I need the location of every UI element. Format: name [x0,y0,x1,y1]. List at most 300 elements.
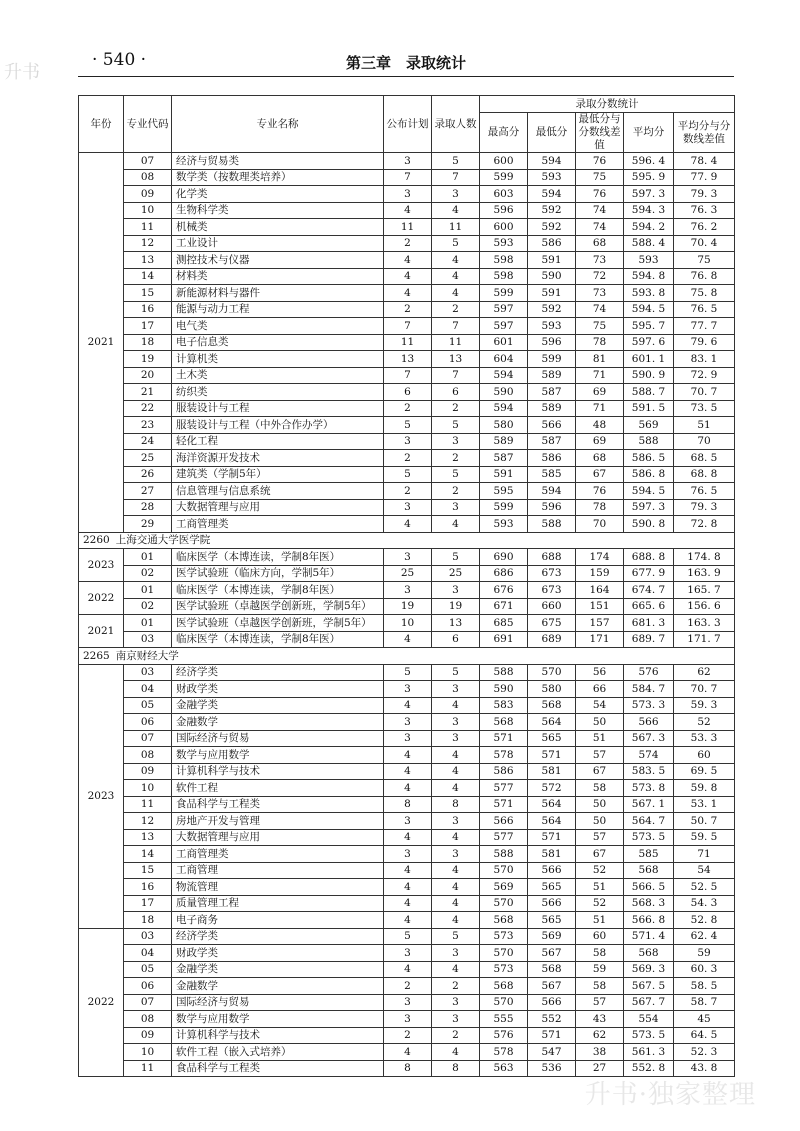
cell-avg: 665. 6 [624,598,674,615]
header-major-name: 专业名称 [172,96,384,153]
cell-avg: 552. 8 [624,1060,674,1077]
cell-min-diff: 71 [576,400,624,417]
cell-code: 27 [124,483,172,500]
cell-max: 568 [480,714,528,731]
cell-min: 594 [528,483,576,500]
cell-avg: 674. 7 [624,582,674,599]
cell-avg-diff: 58. 7 [674,994,735,1011]
cell-min: 587 [528,433,576,450]
cell-avg: 597. 6 [624,334,674,351]
cell-admitted: 3 [432,714,480,731]
cell-plan: 3 [384,186,432,203]
cell-avg-diff: 59. 3 [674,697,735,714]
cell-avg: 597. 3 [624,186,674,203]
cell-plan: 2 [384,978,432,995]
cell-max: 599 [480,169,528,186]
cell-avg: 567. 5 [624,978,674,995]
table-row [79,483,735,500]
cell-admitted: 6 [432,384,480,401]
cell-code: 03 [124,664,172,681]
cell-min: 586 [528,450,576,467]
cell-min-diff: 54 [576,697,624,714]
cell-avg: 596. 4 [624,153,674,170]
cell-avg-diff: 51 [674,417,735,434]
cell-min-diff: 157 [576,615,624,632]
cell-code: 02 [124,598,172,615]
cell-min: 596 [528,334,576,351]
cell-min: 594 [528,186,576,203]
cell-admitted: 8 [432,1060,480,1077]
cell-max: 588 [480,846,528,863]
cell-admitted: 5 [432,417,480,434]
cell-min: 564 [528,714,576,731]
table-row [79,318,735,335]
cell-plan: 4 [384,252,432,269]
cell-min: 566 [528,895,576,912]
cell-min: 565 [528,912,576,929]
cell-admitted: 4 [432,697,480,714]
cell-max: 588 [480,664,528,681]
cell-avg-diff: 59. 5 [674,829,735,846]
table-row [79,334,735,351]
cell-code: 09 [124,186,172,203]
school-section-row [79,532,735,549]
cell-admitted: 4 [432,1044,480,1061]
cell-max: 690 [480,549,528,566]
cell-min-diff: 69 [576,384,624,401]
cell-min-diff: 76 [576,483,624,500]
table-row [79,235,735,252]
cell-avg-diff: 58. 5 [674,978,735,995]
school-code: 2265 [83,649,110,662]
cell-name: 物流管理 [172,879,384,896]
cell-code: 09 [124,763,172,780]
table-row [79,978,735,995]
table-row [79,615,735,632]
cell-name: 生物科学类 [172,202,384,219]
cell-min-diff: 57 [576,829,624,846]
cell-plan: 5 [384,417,432,434]
cell-admitted: 2 [432,400,480,417]
cell-min: 571 [528,829,576,846]
cell-plan: 10 [384,615,432,632]
cell-plan: 4 [384,697,432,714]
cell-admitted: 4 [432,252,480,269]
cell-avg-diff: 72. 8 [674,516,735,533]
cell-avg-diff: 50. 7 [674,813,735,830]
cell-min-diff: 70 [576,516,624,533]
cell-max: 566 [480,813,528,830]
cell-admitted: 2 [432,483,480,500]
cell-name: 新能源材料与器件 [172,285,384,302]
cell-code: 11 [124,796,172,813]
cell-avg-diff: 70. 7 [674,384,735,401]
cell-name: 计算机科学与技术 [172,1027,384,1044]
cell-code: 03 [124,631,172,648]
cell-avg-diff: 68. 5 [674,450,735,467]
cell-code: 01 [124,549,172,566]
cell-max: 599 [480,499,528,516]
cell-name: 食品科学与工程类 [172,796,384,813]
cell-max: 570 [480,895,528,912]
cell-name: 经济与贸易类 [172,153,384,170]
cell-code: 08 [124,169,172,186]
table-row [79,664,735,681]
cell-name: 房地产开发与管理 [172,813,384,830]
cell-admitted: 4 [432,829,480,846]
admission-table-container [78,95,734,1077]
cell-avg: 591. 5 [624,400,674,417]
header-score-group: 录取分数统计 [480,96,735,113]
cell-name: 纺织类 [172,384,384,401]
cell-min: 581 [528,846,576,863]
cell-avg: 573. 5 [624,1027,674,1044]
cell-min-diff: 74 [576,219,624,236]
cell-max: 573 [480,928,528,945]
cell-max: 568 [480,978,528,995]
table-row [79,565,735,582]
cell-avg-diff: 77. 7 [674,318,735,335]
cell-max: 691 [480,631,528,648]
cell-min-diff: 66 [576,681,624,698]
cell-plan: 2 [384,301,432,318]
cell-min-diff: 67 [576,846,624,863]
cell-min-diff: 58 [576,945,624,962]
cell-plan: 3 [384,499,432,516]
watermark-logo: 升书 [4,62,40,83]
cell-plan: 11 [384,219,432,236]
cell-plan: 4 [384,1044,432,1061]
cell-max: 600 [480,219,528,236]
cell-admitted: 6 [432,631,480,648]
cell-plan: 11 [384,334,432,351]
cell-min: 536 [528,1060,576,1077]
cell-min-diff: 62 [576,1027,624,1044]
cell-min: 564 [528,813,576,830]
table-row [79,829,735,846]
year-cell: 2021 [79,153,124,533]
cell-min: 673 [528,582,576,599]
cell-min: 688 [528,549,576,566]
cell-name: 计算机科学与技术 [172,763,384,780]
cell-avg: 569 [624,417,674,434]
cell-min: 569 [528,928,576,945]
cell-code: 08 [124,747,172,764]
table-row [79,367,735,384]
cell-avg: 588. 4 [624,235,674,252]
cell-min-diff: 81 [576,351,624,368]
cell-max: 594 [480,367,528,384]
cell-avg-diff: 52. 8 [674,912,735,929]
cell-code: 20 [124,367,172,384]
cell-plan: 4 [384,202,432,219]
table-row [79,895,735,912]
cell-code: 01 [124,615,172,632]
cell-min-diff: 38 [576,1044,624,1061]
cell-plan: 4 [384,747,432,764]
cell-admitted: 5 [432,549,480,566]
cell-plan: 4 [384,285,432,302]
cell-min: 673 [528,565,576,582]
cell-name: 软件工程（嵌入式培养） [172,1044,384,1061]
year-cell: 2021 [79,615,124,648]
cell-max: 578 [480,1044,528,1061]
cell-max: 563 [480,1060,528,1077]
cell-max: 590 [480,681,528,698]
cell-admitted: 7 [432,169,480,186]
cell-admitted: 13 [432,615,480,632]
cell-code: 19 [124,351,172,368]
cell-min: 570 [528,664,576,681]
cell-min: 689 [528,631,576,648]
cell-avg-diff: 75 [674,252,735,269]
cell-avg: 601. 1 [624,351,674,368]
cell-avg-diff: 76. 5 [674,483,735,500]
cell-plan: 4 [384,879,432,896]
cell-plan: 3 [384,549,432,566]
cell-min-diff: 71 [576,367,624,384]
cell-avg-diff: 70. 4 [674,235,735,252]
cell-code: 10 [124,202,172,219]
cell-max: 580 [480,417,528,434]
cell-avg: 573. 5 [624,829,674,846]
cell-admitted: 7 [432,367,480,384]
cell-avg-diff: 165. 7 [674,582,735,599]
school-name: 南京财经大学 [115,649,179,662]
cell-code: 01 [124,582,172,599]
cell-name: 数学与应用数学 [172,1011,384,1028]
cell-avg: 594. 3 [624,202,674,219]
cell-min-diff: 73 [576,252,624,269]
table-row [79,846,735,863]
cell-min-diff: 174 [576,549,624,566]
cell-max: 586 [480,763,528,780]
cell-avg-diff: 72. 9 [674,367,735,384]
cell-name: 信息管理与信息系统 [172,483,384,500]
cell-avg: 593 [624,252,674,269]
table-row [79,516,735,533]
cell-name: 软件工程 [172,780,384,797]
cell-admitted: 4 [432,516,480,533]
cell-avg: 688. 8 [624,549,674,566]
cell-admitted: 4 [432,895,480,912]
cell-code: 08 [124,1011,172,1028]
cell-min-diff: 72 [576,268,624,285]
table-row [79,1044,735,1061]
cell-min-diff: 67 [576,763,624,780]
cell-avg-diff: 76. 5 [674,301,735,318]
cell-min: 566 [528,862,576,879]
cell-admitted: 2 [432,450,480,467]
cell-name: 服装设计与工程（中外合作办学） [172,417,384,434]
cell-plan: 4 [384,631,432,648]
cell-code: 10 [124,780,172,797]
cell-avg: 595. 7 [624,318,674,335]
cell-min: 567 [528,978,576,995]
cell-plan: 3 [384,1011,432,1028]
cell-code: 15 [124,862,172,879]
cell-min-diff: 68 [576,235,624,252]
cell-min: 596 [528,499,576,516]
cell-plan: 19 [384,598,432,615]
cell-name: 医学试验班（卓越医学创新班，学制5年） [172,598,384,615]
cell-plan: 2 [384,483,432,500]
cell-name: 金融数学 [172,714,384,731]
cell-admitted: 3 [432,681,480,698]
cell-admitted: 11 [432,334,480,351]
cell-avg: 681. 3 [624,615,674,632]
cell-name: 材料类 [172,268,384,285]
cell-admitted: 2 [432,1027,480,1044]
cell-avg: 573. 8 [624,780,674,797]
table-row [79,499,735,516]
cell-code: 03 [124,928,172,945]
cell-min-diff: 56 [576,664,624,681]
table-row [79,879,735,896]
cell-avg: 594. 5 [624,483,674,500]
cell-name: 服装设计与工程 [172,400,384,417]
cell-avg: 569. 3 [624,961,674,978]
cell-min-diff: 48 [576,417,624,434]
cell-name: 电气类 [172,318,384,335]
cell-name: 能源与动力工程 [172,301,384,318]
school-section-row [79,648,735,665]
cell-avg-diff: 70 [674,433,735,450]
table-row [79,813,735,830]
cell-plan: 4 [384,516,432,533]
cell-name: 测控技术与仪器 [172,252,384,269]
cell-avg: 588 [624,433,674,450]
cell-name: 临床医学（本博连读，学制8年医） [172,549,384,566]
table-row [79,681,735,698]
cell-code: 06 [124,714,172,731]
cell-avg-diff: 43. 8 [674,1060,735,1077]
cell-max: 685 [480,615,528,632]
cell-avg: 566 [624,714,674,731]
year-cell: 2023 [79,549,124,582]
cell-avg: 585 [624,846,674,863]
cell-admitted: 3 [432,846,480,863]
table-row [79,351,735,368]
cell-plan: 2 [384,400,432,417]
cell-max: 591 [480,466,528,483]
cell-plan: 4 [384,829,432,846]
cell-avg-diff: 62. 4 [674,928,735,945]
cell-name: 工商管理 [172,862,384,879]
cell-avg-diff: 60. 3 [674,961,735,978]
cell-max: 593 [480,516,528,533]
cell-avg-diff: 64. 5 [674,1027,735,1044]
cell-min: 589 [528,400,576,417]
cell-name: 财政学类 [172,681,384,698]
cell-name: 海洋资源开发技术 [172,450,384,467]
cell-min: 565 [528,730,576,747]
cell-max: 601 [480,334,528,351]
cell-min: 588 [528,516,576,533]
cell-avg-diff: 71 [674,846,735,863]
cell-admitted: 4 [432,268,480,285]
cell-avg-diff: 83. 1 [674,351,735,368]
cell-min-diff: 50 [576,796,624,813]
cell-min: 567 [528,945,576,962]
cell-admitted: 5 [432,664,480,681]
cell-code: 15 [124,285,172,302]
cell-min-diff: 78 [576,334,624,351]
table-row [79,169,735,186]
cell-min-diff: 50 [576,714,624,731]
cell-max: 571 [480,796,528,813]
cell-code: 05 [124,697,172,714]
cell-code: 06 [124,978,172,995]
cell-min: 581 [528,763,576,780]
table-row [79,747,735,764]
cell-max: 604 [480,351,528,368]
cell-max: 573 [480,961,528,978]
cell-avg-diff: 59 [674,945,735,962]
cell-plan: 8 [384,796,432,813]
cell-code: 05 [124,961,172,978]
cell-min-diff: 50 [576,813,624,830]
cell-max: 577 [480,780,528,797]
school-section-cell [79,532,735,549]
cell-name: 建筑类（学制5年） [172,466,384,483]
header-plan: 公布计划 [384,96,432,153]
table-row [79,466,735,483]
cell-avg-diff: 52. 5 [674,879,735,896]
cell-name: 数学与应用数学 [172,747,384,764]
cell-code: 29 [124,516,172,533]
cell-name: 国际经济与贸易 [172,730,384,747]
cell-name: 大数据管理与应用 [172,829,384,846]
table-header [79,96,735,153]
table-row [79,301,735,318]
cell-admitted: 25 [432,565,480,582]
cell-admitted: 5 [432,235,480,252]
cell-plan: 7 [384,169,432,186]
cell-admitted: 19 [432,598,480,615]
year-cell: 2022 [79,928,124,1077]
cell-plan: 4 [384,763,432,780]
cell-plan: 25 [384,565,432,582]
cell-max: 589 [480,433,528,450]
cell-name: 金融学类 [172,961,384,978]
cell-max: 570 [480,994,528,1011]
cell-admitted: 5 [432,928,480,945]
cell-name: 食品科学与工程类 [172,1060,384,1077]
cell-plan: 3 [384,433,432,450]
cell-plan: 3 [384,813,432,830]
cell-avg-diff: 53. 1 [674,796,735,813]
cell-code: 18 [124,334,172,351]
cell-name: 工业设计 [172,235,384,252]
cell-name: 计算机类 [172,351,384,368]
cell-admitted: 4 [432,879,480,896]
cell-avg-diff: 156. 6 [674,598,735,615]
page-header [78,46,734,80]
table-row [79,582,735,599]
cell-plan: 2 [384,235,432,252]
table-row [79,796,735,813]
table-row [79,186,735,203]
cell-code: 02 [124,565,172,582]
cell-code: 09 [124,1027,172,1044]
cell-min: 564 [528,796,576,813]
cell-admitted: 4 [432,862,480,879]
cell-admitted: 2 [432,978,480,995]
table-row [79,285,735,302]
cell-min-diff: 151 [576,598,624,615]
cell-avg: 561. 3 [624,1044,674,1061]
